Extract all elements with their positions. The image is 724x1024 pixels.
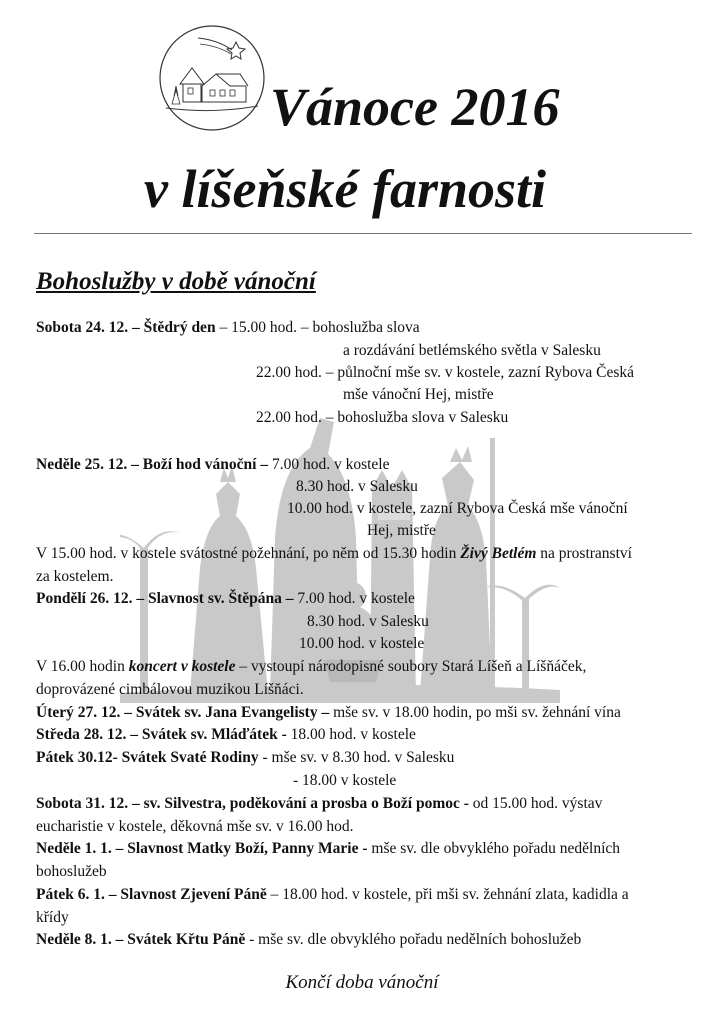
- schedule-fri6-line2: křídy: [36, 909, 69, 926]
- schedule-mon26-note-line2: doprovázené cimbálovou muzikou Líšňáci.: [36, 681, 304, 698]
- schedule-fri30-label: Pátek 30.12- Svátek Svaté Rodiny: [36, 749, 259, 766]
- schedule-sun25-note-post: na prostranství: [536, 545, 632, 562]
- nativity-house-star-logo-icon: [158, 24, 266, 132]
- schedule-sun1-label: Neděle 1. 1. – Slavnost Matky Boží, Panny Marie -: [36, 840, 368, 857]
- schedule-fri30-text1: - mše sv. v 8.30 hod. v Salesku: [258, 749, 455, 766]
- schedule-fri6-text: – 18.00 hod. v kostele, při mši sv. žehnání zlata, kadidla a: [266, 886, 629, 903]
- schedule-sat31-label: Sobota 31. 12. – sv. Silvestra, poděkování a prosba o Boží pomoc -: [36, 795, 469, 812]
- schedule-sat24-line3: 22.00 hod. – půlnoční mše sv. v kostele, zazní Rybova Česká: [256, 364, 635, 381]
- schedule-sun25-time1: 7.00 hod. v kostele: [268, 456, 390, 473]
- schedule-wed28: [36, 726, 416, 744]
- schedule-sun25-line4: Hej, mistře: [367, 522, 436, 539]
- schedule-tue27-text: mše sv. v 18.00 hodin, po mši sv. žehnání vína: [329, 704, 621, 721]
- schedule-sun8: [36, 931, 581, 949]
- schedule-sat24-line4: mše vánoční Hej, mistře: [343, 386, 494, 403]
- schedule-sun25-note-pre: V 15.00 hod. v kostele svátostné požehnání, po něm od 15.30 hodin: [36, 545, 461, 562]
- schedule-mon26-line1: [36, 590, 415, 608]
- schedule-sat31-line1: [36, 795, 602, 813]
- schedule-mon26-time1: 7.00 hod. v kostele: [293, 590, 415, 607]
- schedule-sun1-line2: bohoslužeb: [36, 863, 107, 880]
- schedule-sat24-label: Sobota 24. 12. – Štědrý den: [36, 319, 216, 336]
- closing-line: Končí doba vánoční: [285, 972, 439, 993]
- schedule-sat24-time1: – 15.00 hod. – bohoslužba slova: [215, 319, 420, 336]
- schedule-sat31-text: od 15.00 hod. výstav: [468, 795, 603, 812]
- schedule-tue27-label: Úterý 27. 12. – Svátek sv. Jana Evangelisty –: [36, 704, 330, 721]
- schedule-fri6-line1: [36, 886, 629, 904]
- schedule-fri6-label: Pátek 6. 1. – Slavnost Zjevení Páně: [36, 886, 267, 903]
- schedule-tue27: [36, 704, 621, 722]
- schedule-mon26-line3: 10.00 hod. v kostele: [299, 635, 425, 652]
- schedule-sun8-label: Neděle 8. 1. – Svátek Křtu Páně: [36, 931, 246, 948]
- schedule-fri30-line1: [36, 749, 454, 767]
- schedule-mon26-note: [36, 658, 586, 676]
- schedule-sun8-text: - mše sv. dle obvyklého pořadu nedělních bohoslužeb: [245, 931, 582, 948]
- title-line-1: Vánoce 2016: [270, 77, 560, 137]
- header-divider: [34, 233, 692, 234]
- title-line-2: v líšeňské farnosti: [144, 159, 547, 219]
- schedule-mon26-note-bold: koncert v kostele: [128, 658, 236, 675]
- schedule-sun25-label: Neděle 25. 12. – Boží hod vánoční –: [36, 456, 269, 473]
- schedule-sun25-line1: [36, 456, 389, 474]
- schedule-sun1-text: mše sv. dle obvyklého pořadu nedělních: [367, 840, 621, 857]
- schedule-sun25-line3: 10.00 hod. v kostele, zazní Rybova Česká mše vánoční: [287, 500, 628, 517]
- schedule-sat31-line2: eucharistie v kostele, děkovná mše sv. v 16.00 hod.: [36, 818, 354, 835]
- schedule-fri30-line2: - 18.00 v kostele: [293, 772, 397, 789]
- schedule-mon26-label: Pondělí 26. 12. – Slavnost sv. Štěpána –: [36, 590, 294, 607]
- schedule-sun25-line2: 8.30 hod. v Salesku: [296, 478, 418, 495]
- schedule-sun1-line1: [36, 840, 620, 858]
- schedule-mon26-note-pre: V 16.00 hodin: [36, 658, 129, 675]
- schedule-sat24-line2: a rozdávání betlémského světla v Salesku: [343, 342, 601, 359]
- schedule-sat24-line5: 22.00 hod. – bohoslužba slova v Salesku: [256, 409, 509, 426]
- schedule-mon26-line2: 8.30 hod. v Salesku: [307, 613, 429, 630]
- schedule-wed28-label: Středa 28. 12. – Svátek sv. Mláďátek -: [36, 726, 287, 743]
- schedule-sat24-line1: [36, 319, 420, 337]
- schedule-sun25-note-line2: za kostelem.: [36, 568, 114, 585]
- section-heading: Bohoslužby v době vánoční: [36, 268, 316, 295]
- schedule-sun25-note: [36, 545, 632, 563]
- schedule-sun25-note-bold: Živý Betlém: [460, 545, 537, 562]
- schedule-wed28-text: 18.00 hod. v kostele: [286, 726, 416, 743]
- schedule-mon26-note-post: – vystoupí národopisné soubory Stará Líšeň a Líšňáček,: [235, 658, 587, 675]
